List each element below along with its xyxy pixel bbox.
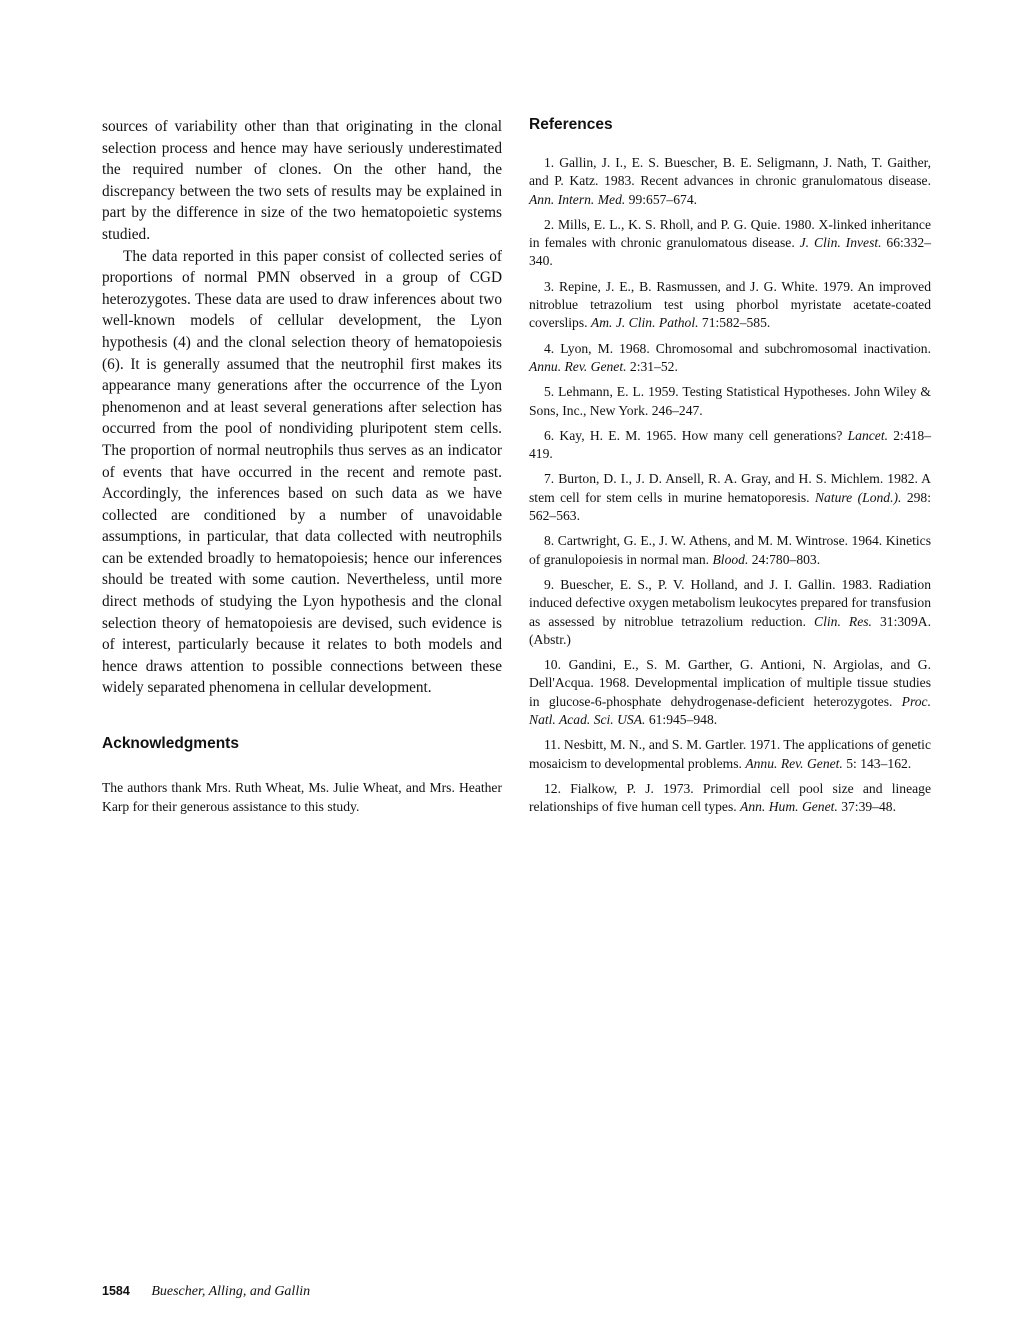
running-authors: Buescher, Alling, and Gallin [151, 1284, 311, 1299]
reference-journal: Annu. Rev. Genet. [529, 358, 627, 374]
reference-item [529, 340, 931, 377]
reference-text: 9. Buescher, E. S., P. V. Holland, and J. I. Gallin. 1983. Radiation induced defective oxygen metabolism leukocytes prepared for transfusion as assessed by nitroblue tetrazolium reduction. [529, 576, 932, 629]
acknowledgments-text: The authors thank Mrs. Ruth Wheat, Ms. Julie Wheat, and Mrs. Heather Karp for their generous assistance to this study. [102, 780, 502, 814]
acknowledgments-heading: Acknowledgments [102, 735, 239, 753]
reference-text: 7. Burton, D. I., J. D. Ansell, R. A. Gray, and H. S. Michlem. 1982. A stem cell for stem cells in murine hematoporesis. [529, 471, 931, 505]
reference-item [529, 656, 931, 729]
reference-journal: Annu. Rev. Genet. [745, 755, 843, 771]
reference-text: 3. Repine, J. E., B. Rasmussen, and J. G. White. 1979. An improved nitroblue tetrazolium test using phorbol myristate acetate-coated coverslips. [529, 278, 931, 331]
references-heading: References [529, 116, 613, 133]
reference-text: 11. Nesbitt, M. N., and S. M. Gartler. 1971. The applications of genetic mosaicism to developmental problems. [529, 737, 931, 771]
page-footer [102, 1284, 310, 1300]
reference-text: 12. Fialkow, P. J. 1973. Primordial cell pool size and lineage relationships of five human cell types. [529, 780, 931, 815]
reference-text: 6. Kay, H. E. M. 1965. How many cell generations? [544, 427, 848, 443]
reference-item [529, 427, 931, 464]
reference-citation: 61:945–948. [645, 712, 718, 728]
reference-citation: 66:332–340. [529, 235, 931, 269]
reference-journal: Ann. Intern. Med. [529, 191, 626, 207]
reference-journal: Clin. Res. [814, 613, 872, 629]
reference-citation: 2:31–52. [626, 358, 678, 374]
reference-citation: 24:780–803. [748, 551, 821, 567]
reference-citation: 2:418–419. [529, 427, 931, 462]
reference-journal: Blood. [712, 551, 749, 567]
left-column [102, 116, 502, 816]
reference-citation: 31:309A. (Abstr.) [529, 613, 931, 647]
reference-text: 5. Lehmann, E. L. 1959. Testing Statistical Hypotheses. John Wiley & Sons, Inc., New York. 246–247. [529, 384, 931, 418]
reference-item [529, 278, 931, 333]
reference-item [529, 383, 931, 420]
reference-text: 4. Lyon, M. 1968. Chromosomal and subchromosomal inactivation. [544, 340, 931, 356]
reference-text: 10. Gandini, E., S. M. Garther, G. Antioni, N. Argiolas, and G. Dell'Acqua. 1968. Developmental implication of multiple tissue studies in glucose-6-phosphate dehydrogenase-deficient heterozygotes. [529, 657, 931, 709]
reference-citation: 298: 562–563. [529, 489, 931, 524]
references-column [529, 116, 931, 824]
reference-item [529, 736, 931, 773]
reference-citation: 5: 143–162. [842, 755, 912, 771]
reference-item [529, 576, 931, 649]
reference-text: 8. Cartwright, G. E., J. W. Athens, and M. M. Wintrose. 1964. Kinetics of granulopoiesis in normal man. [529, 533, 931, 567]
page-number: 1584 [102, 1284, 130, 1298]
reference-journal: Proc. Natl. Acad. Sci. USA. [529, 693, 931, 728]
reference-citation: 71:582–585. [698, 315, 771, 331]
reference-journal: Ann. Hum. Genet. [740, 799, 838, 815]
reference-item [529, 154, 931, 209]
reference-journal: J. Clin. Invest. [799, 235, 882, 251]
reference-item [529, 532, 931, 569]
body-paragraph-2: The data reported in this paper consist of collected series of proportions of normal PMN observed in a group of CGD heterozygotes. These data are used to draw inferences about two well-known models of cellular development, the Lyon hypothesis (4) and the clonal selection theory of hematopoiesis (6). It is generally assumed that the neutrophil first makes its appearance many generations after the occurrence of the Lyon phenomenon and at least several generations after selection has occurred from the pool of nondividing pluripotent stem cells. The proportion of normal neutrophils thus serves as an indicator of events that have occurred in the recent and remote past. Accordingly, the inferences based on such data as we have collected are conditioned by a number of unavoidable assumptions, in particular, that data collected with neutrophils can be extended broadly to hematopoiesis; hence our inferences should be treated with some caution. Nevertheless, until more direct methods of studying the Lyon hypothesis and the clonal selection theory of hematopoiesis are devised, such evidence is of interest, particularly because it relates to both models and hence draws attention to possible connections between these widely separated phenomena in cellular development. [102, 247, 502, 697]
reference-journal: Nature (Lond.). [814, 489, 902, 505]
reference-journal: Lancet. [847, 427, 888, 443]
reference-citation: 37:39–48. [837, 799, 896, 815]
body-paragraph-1: sources of variability other than that originating in the clonal selection process and hence may have seriously underestimated the required number of clones. On the other hand, the discrepancy between the two sets of results may be explained in part by the difference in size of the two hematopoietic systems studied. [102, 118, 502, 243]
reference-list [529, 154, 931, 817]
reference-journal: Am. J. Clin. Pathol. [590, 315, 699, 331]
reference-item [529, 470, 931, 525]
reference-citation: 99:657–674. [625, 191, 698, 207]
reference-text: 1. Gallin, J. I., E. S. Buescher, B. E. Seligmann, J. Nath, T. Gaither, and P. Katz. 1983. Recent advances in chronic granulomatous disease. [529, 155, 931, 189]
reference-text: 2. Mills, E. L., K. S. Rholl, and P. G. Quie. 1980. X-linked inheritance in females with chronic granulomatous disease. [529, 216, 931, 251]
reference-item [529, 216, 931, 271]
reference-item [529, 780, 931, 817]
